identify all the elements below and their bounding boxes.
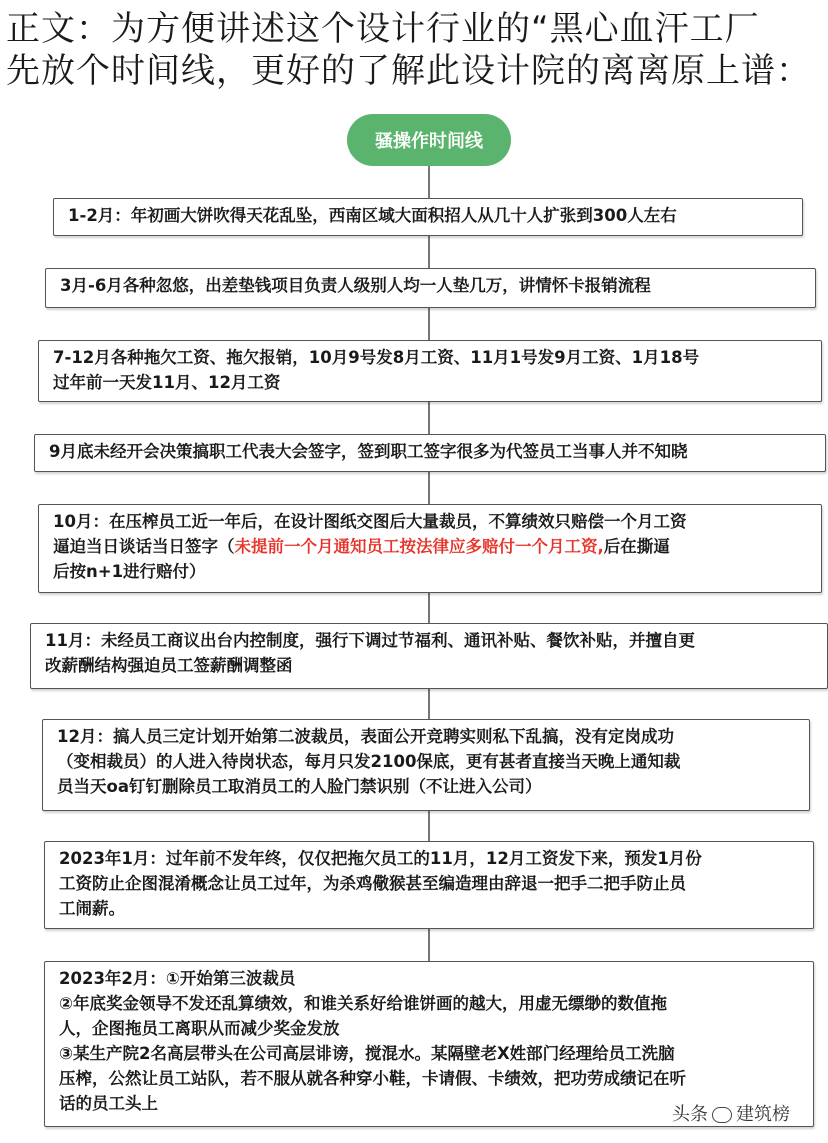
box-text: 改薪酬结构强迫员工签薪酬调整函 [45,656,293,675]
box-text: 1-2月：年初画大饼吹得天花乱坠，西南区域大面积招人从几十人扩张到300人左右 [68,206,677,225]
connector-line [428,236,430,268]
box-text: 10月：在压榨员工近一年后，在设计图纸交图后大量裁员，不算绩效只赔偿一个月工资 [53,512,687,531]
box-text-segment: 逼迫当日谈话当日签字（ [53,537,235,556]
watermark-prefix: 头条 [672,1104,708,1125]
box-text: ③某生产院2名高层带头在公司高层诽谤，搅混水。某隔壁老X姓部门经理给员工洗脑 [59,1044,675,1063]
watermark-name: 建筑榜 [736,1104,790,1125]
connector-line [428,166,430,198]
box-text: 工资防止企图混淆概念让员工过年，为杀鸡儆猴甚至编造理由辞退一把手二把手防止员 [59,874,686,893]
box-text: 过年前一天发11月、12月工资 [53,373,281,392]
box-text: 话的员工头上 [59,1094,158,1113]
timeline-box-jul-dec [38,340,822,402]
timeline-box-2023-jan [44,841,814,929]
box-text: 工闹薪。 [59,899,125,918]
box-text: 员当天oa钉钉删除员工取消员工的人脸门禁识别（不让进入公司） [57,777,542,796]
timeline-box-mar-jun [45,268,816,308]
highlight-text: 未提前一个月通知员工按法律应多赔付一个月工资, [234,537,604,556]
watermark [672,1100,790,1126]
box-text: 12月：搞人员三定计划开始第二波裁员，表面公开竞聘实则私下乱搞，没有定岗成功 [57,727,674,746]
box-text [53,534,807,559]
timeline-box-dec [42,719,810,811]
timeline-box-jan-feb [53,198,803,236]
box-text: 2023年2月：①开始第三波裁员 [59,969,296,988]
box-text: 后按n+1进行赔付） [53,562,206,581]
connector-line [428,811,430,841]
box-text: 人，企图拖员工离职从而减少奖金发放 [59,1019,340,1038]
timeline-start-node: 骚操作时间线 [347,114,511,166]
box-text-segment: 后在撕逼 [603,537,670,556]
connector-line [428,689,430,719]
box-text: 2023年1月：过年前不发年终，仅仅把拖欠员工的11月，12月工资发下来，预发1月份 [59,849,702,868]
header-line-2: 先放个时间线，更好的了解此设计院的离离原上谱： [6,51,811,91]
box-text: ②年底奖金领导不发还乱算绩效，和谁关系好给谁饼画的越大，用虚无缥缈的数值拖 [59,994,667,1013]
timeline-box-nov [30,623,828,689]
timeline-box-oct [38,504,822,593]
connector-line [428,472,430,504]
header-line-1: 正文：为方便讲述这个设计行业的“黑心血汗工厂 [6,9,760,49]
box-text: 7-12月各种拖欠工资、拖欠报销，10月9号发8月工资、11月1号发9月工资、1月18号 [53,348,700,367]
timeline-box-sep [34,434,826,472]
box-text: （变相裁员）的人进入待岗状态，每月只发2100保底，更有甚者直接当天晚上通知裁 [57,752,681,771]
box-text: 压榨，公然让员工站队，若不服从就各种穿小鞋，卡请假、卡绩效，把功劳成绩记在听 [59,1069,686,1088]
connector-line [428,929,430,961]
connector-line [428,593,430,623]
box-text: 3月-6月各种忽悠，出差垫钱项目负责人级别人均一人垫几万，讲情怀卡报销流程 [60,276,651,295]
chat-bubble-icon [712,1107,732,1123]
box-text: 11月：未经员工商议出台内控制度，强行下调过节福利、通讯补贴、餐饮补贴，并擅自更 [45,631,695,650]
box-text: 9月底未经开会决策搞职工代表大会签字，签到职工签字很多为代签员工当事人并不知晓 [49,442,688,461]
connector-line [428,308,430,340]
connector-line [428,402,430,434]
